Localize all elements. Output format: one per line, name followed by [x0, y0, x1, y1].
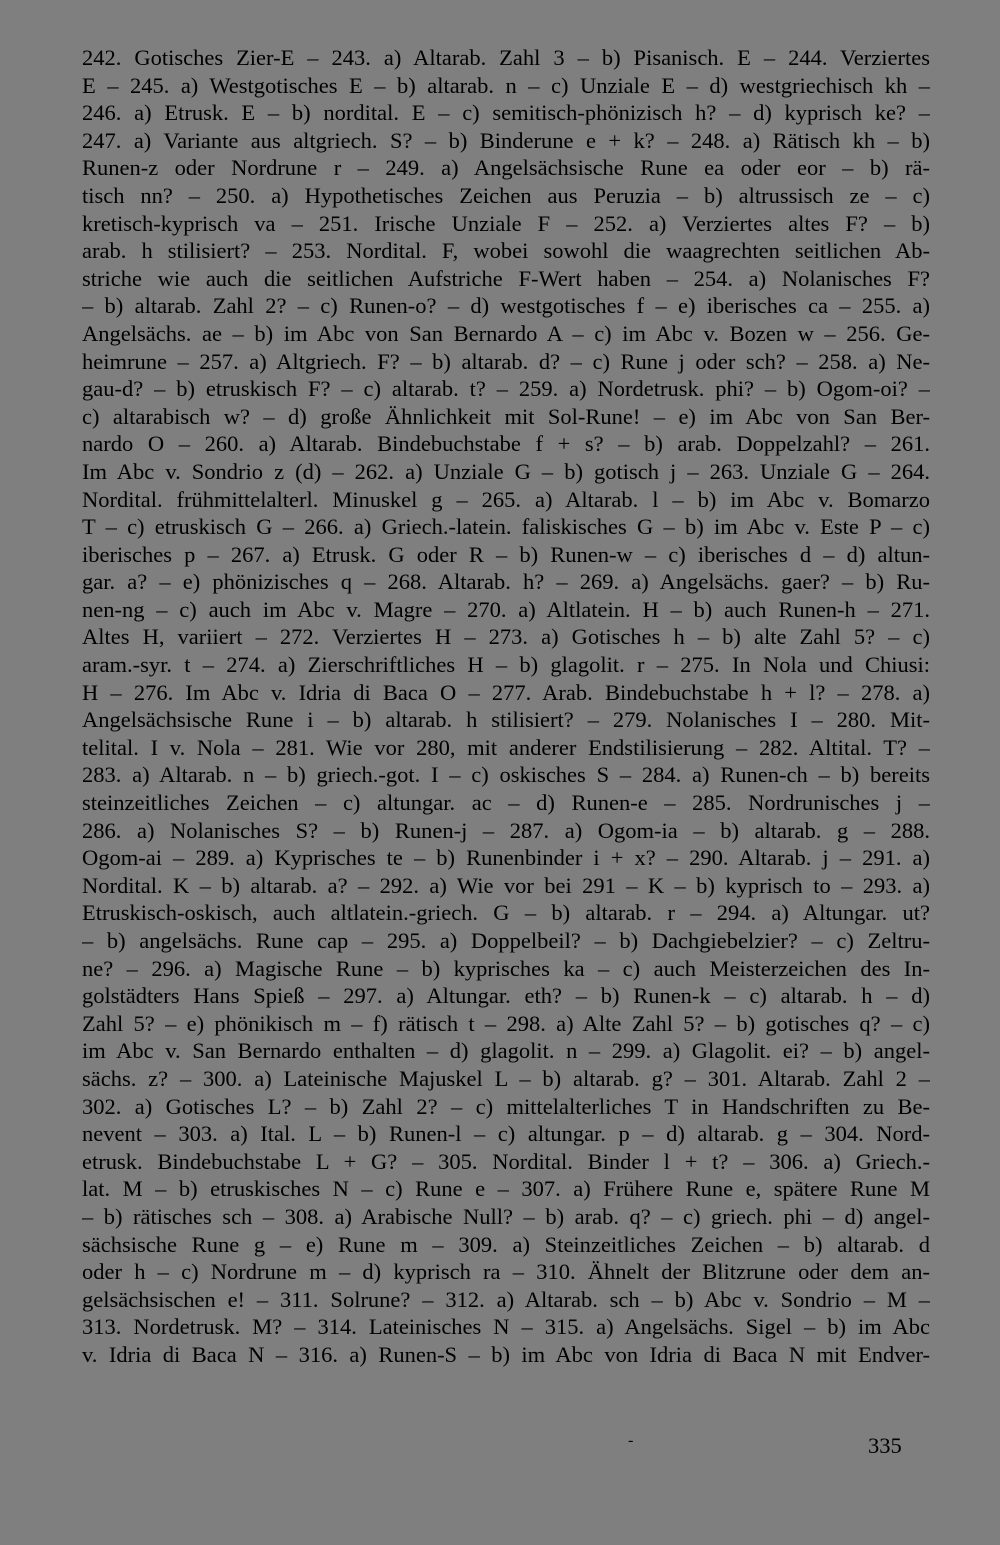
- text-line: Im Abc v. Sondrio z (d) – 262. a) Unziale G – b) gotisch j – 263. Unziale G – 264.: [82, 458, 930, 484]
- text-line: v. Idria di Baca N – 316. a) Runen-S – b) im Abc von Idria di Baca N mit Endver-: [82, 1341, 930, 1367]
- text-line: 286. a) Nolanisches S? – b) Runen-j – 287. a) Ogom-ia – b) altarab. g – 288.: [82, 817, 930, 843]
- text-line: golstädters Hans Spieß – 297. a) Altungar. eth? – b) Runen-k – c) altarab. h – d): [82, 983, 930, 1009]
- text-line: sächs. z? – 300. a) Lateinische Majuskel L – b) altarab. g? – 301. Altarab. Zahl 2 –: [82, 1065, 930, 1091]
- text-line: gau-d? – b) etruskisch F? – c) altarab. t? – 259. a) Nordetrusk. phi? – b) Ogom-oi? –: [82, 376, 930, 402]
- text-line: 302. a) Gotisches L? – b) Zahl 2? – c) mittelalterliches T in Handschriften zu Be-: [82, 1093, 930, 1119]
- text-line: Zahl 5? – e) phönikisch m – f) rätisch t – 298. a) Alte Zahl 5? – b) gotisches q? – c): [82, 1010, 930, 1036]
- text-line: Etruskisch-oskisch, auch altlatein.-griech. G – b) altarab. r – 294. a) Altungar. ut?: [82, 900, 930, 926]
- text-line: 247. a) Variante aus altgriech. S? – b) Binderune e + k? – 248. a) Rätisch kh – b): [82, 127, 930, 153]
- text-line: steinzeitliches Zeichen – c) altungar. ac – d) Runen-e – 285. Nordrunisches j –: [82, 790, 930, 816]
- text-line: – b) rätisches sch – 308. a) Arabische Null? – b) arab. q? – c) griech. phi – d) angel-: [82, 1203, 930, 1229]
- text-line: lat. M – b) etruskisches N – c) Rune e – 307. a) Frühere Rune e, spätere Rune M: [82, 1176, 930, 1202]
- text-line: nevent – 303. a) Ital. L – b) Runen-l – c) altungar. p – d) altarab. g – 304. Nord-: [82, 1121, 930, 1147]
- text-line: Angelsächsische Rune i – b) altarab. h stilisiert? – 279. Nolanisches I – 280. Mit-: [82, 707, 930, 733]
- text-line: Altes H, variiert – 272. Verziertes H – 273. a) Gotisches h – b) alte Zahl 5? – c): [82, 624, 930, 650]
- text-line: T – c) etruskisch G – 266. a) Griech.-latein. faliskisches G – b) im Abc v. Este P – c): [82, 514, 930, 540]
- text-line: im Abc v. San Bernardo enthalten – d) glagolit. n – 299. a) Glagolit. ei? – b) angel-: [82, 1038, 930, 1064]
- text-line: Nordital. K – b) altarab. a? – 292. a) Wie vor bei 291 – K – b) kyprisch to – 293. a): [82, 872, 930, 898]
- text-line: iberisches p – 267. a) Etrusk. G oder R – b) Runen-w – c) iberisches d – d) altun-: [82, 541, 930, 567]
- text-line: Runen-z oder Nordrune r – 249. a) Angelsächsische Rune ea oder eor – b) rä-: [82, 155, 930, 181]
- text-line: kretisch-kyprisch va – 251. Irische Unziale F – 252. a) Verziertes altes F? – b): [82, 210, 930, 236]
- text-line: sächsische Rune g – e) Rune m – 309. a) Steinzeitliches Zeichen – b) altarab. d: [82, 1231, 930, 1257]
- text-line: 313. Nordetrusk. M? – 314. Lateinisches N – 315. a) Angelsächs. Sigel – b) im Abc: [82, 1314, 930, 1340]
- text-line: 242. Gotisches Zier-E – 243. a) Altarab. Zahl 3 – b) Pisanisch. E – 244. Verziertes: [82, 45, 930, 70]
- text-line: Ogom-ai – 289. a) Kyprisches te – b) Runenbinder i + x? – 290. Altarab. j – 291. a): [82, 845, 930, 871]
- text-line: nen-ng – c) auch im Abc v. Magre – 270. a) Altlatein. H – b) auch Runen-h – 271.: [82, 596, 930, 622]
- text-line: heimrune – 257. a) Altgriech. F? – b) altarab. d? – c) Rune j oder sch? – 258. a) Ne-: [82, 348, 930, 374]
- text-line: Nordital. frühmittelalterl. Minuskel g – 265. a) Altarab. l – b) im Abc v. Bomarzo: [82, 486, 930, 512]
- text-line: oder h – c) Nordrune m – d) kyprisch ra – 310. Ähnelt der Blitzrune oder dem an-: [82, 1259, 930, 1285]
- text-line: gelsächsischen e! – 311. Solrune? – 312. a) Altarab. sch – b) Abc v. Sondrio – M –: [82, 1286, 930, 1312]
- text-line: gar. a? – e) phönizisches q – 268. Altarab. h? – 269. a) Angelsächs. gaer? – b) Ru-: [82, 569, 930, 595]
- text-line: – b) angelsächs. Rune cap – 295. a) Doppelbeil? – b) Dachgiebelzier? – c) Zeltru-: [82, 928, 930, 953]
- text-line: tisch nn? – 250. a) Hypothetisches Zeichen aus Peruzia – b) altrussisch ze – c): [82, 182, 930, 208]
- text-line: – b) altarab. Zahl 2? – c) Runen-o? – d) westgotisches f – e) iberisches ca – 255. a): [82, 293, 930, 319]
- text-line: 246. a) Etrusk. E – b) nordital. E – c) semitisch-phönizisch h? – d) kyprisch ke? –: [82, 100, 930, 126]
- text-line: ne? – 296. a) Magische Rune – b) kyprisches ka – c) auch Meisterzeichen des In-: [82, 955, 930, 981]
- body-text: [82, 44, 930, 1369]
- text-line: telital. I v. Nola – 281. Wie vor 280, mit anderer Endstilisierung – 282. Altital. T? –: [82, 734, 930, 760]
- text-line: arab. h stilisiert? – 253. Nordital. F, wobei sowohl die waagrechten seitlichen Ab-: [82, 238, 930, 264]
- page-number: 335: [868, 1433, 902, 1458]
- text-line: E – 245. a) Westgotisches E – b) altarab. n – c) Unziale E – d) westgriechisch kh –: [82, 72, 930, 98]
- text-line: striche wie auch die seitlichen Aufstriche F-Wert haben – 254. a) Nolanisches F?: [82, 265, 930, 291]
- text-line: c) altarabisch w? – d) große Ähnlichkeit mit Sol-Rune! – e) im Abc von San Ber-: [82, 403, 930, 429]
- text-line: etrusk. Bindebuchstabe L + G? – 305. Nordital. Binder l + t? – 306. a) Griech.-: [82, 1148, 930, 1174]
- text-line: nardo O – 260. a) Altarab. Bindebuchstabe f + s? – b) arab. Doppelzahl? – 261.: [82, 431, 930, 457]
- text-line: aram.-syr. t – 274. a) Zierschriftliches H – b) glagolit. r – 275. In Nola und Chiusi:: [82, 652, 930, 678]
- text-line: H – 276. Im Abc v. Idria di Baca O – 277. Arab. Bindebuchstabe h + l? – 278. a): [82, 679, 930, 705]
- text-line: 283. a) Altarab. n – b) griech.-got. I – c) oskisches S – 284. a) Runen-ch – b) bereits: [82, 762, 930, 788]
- footer-mark: -: [628, 1432, 634, 1449]
- text-line: Angelsächs. ae – b) im Abc von San Bernardo A – c) im Abc v. Bozen w – 256. Ge-: [82, 320, 930, 346]
